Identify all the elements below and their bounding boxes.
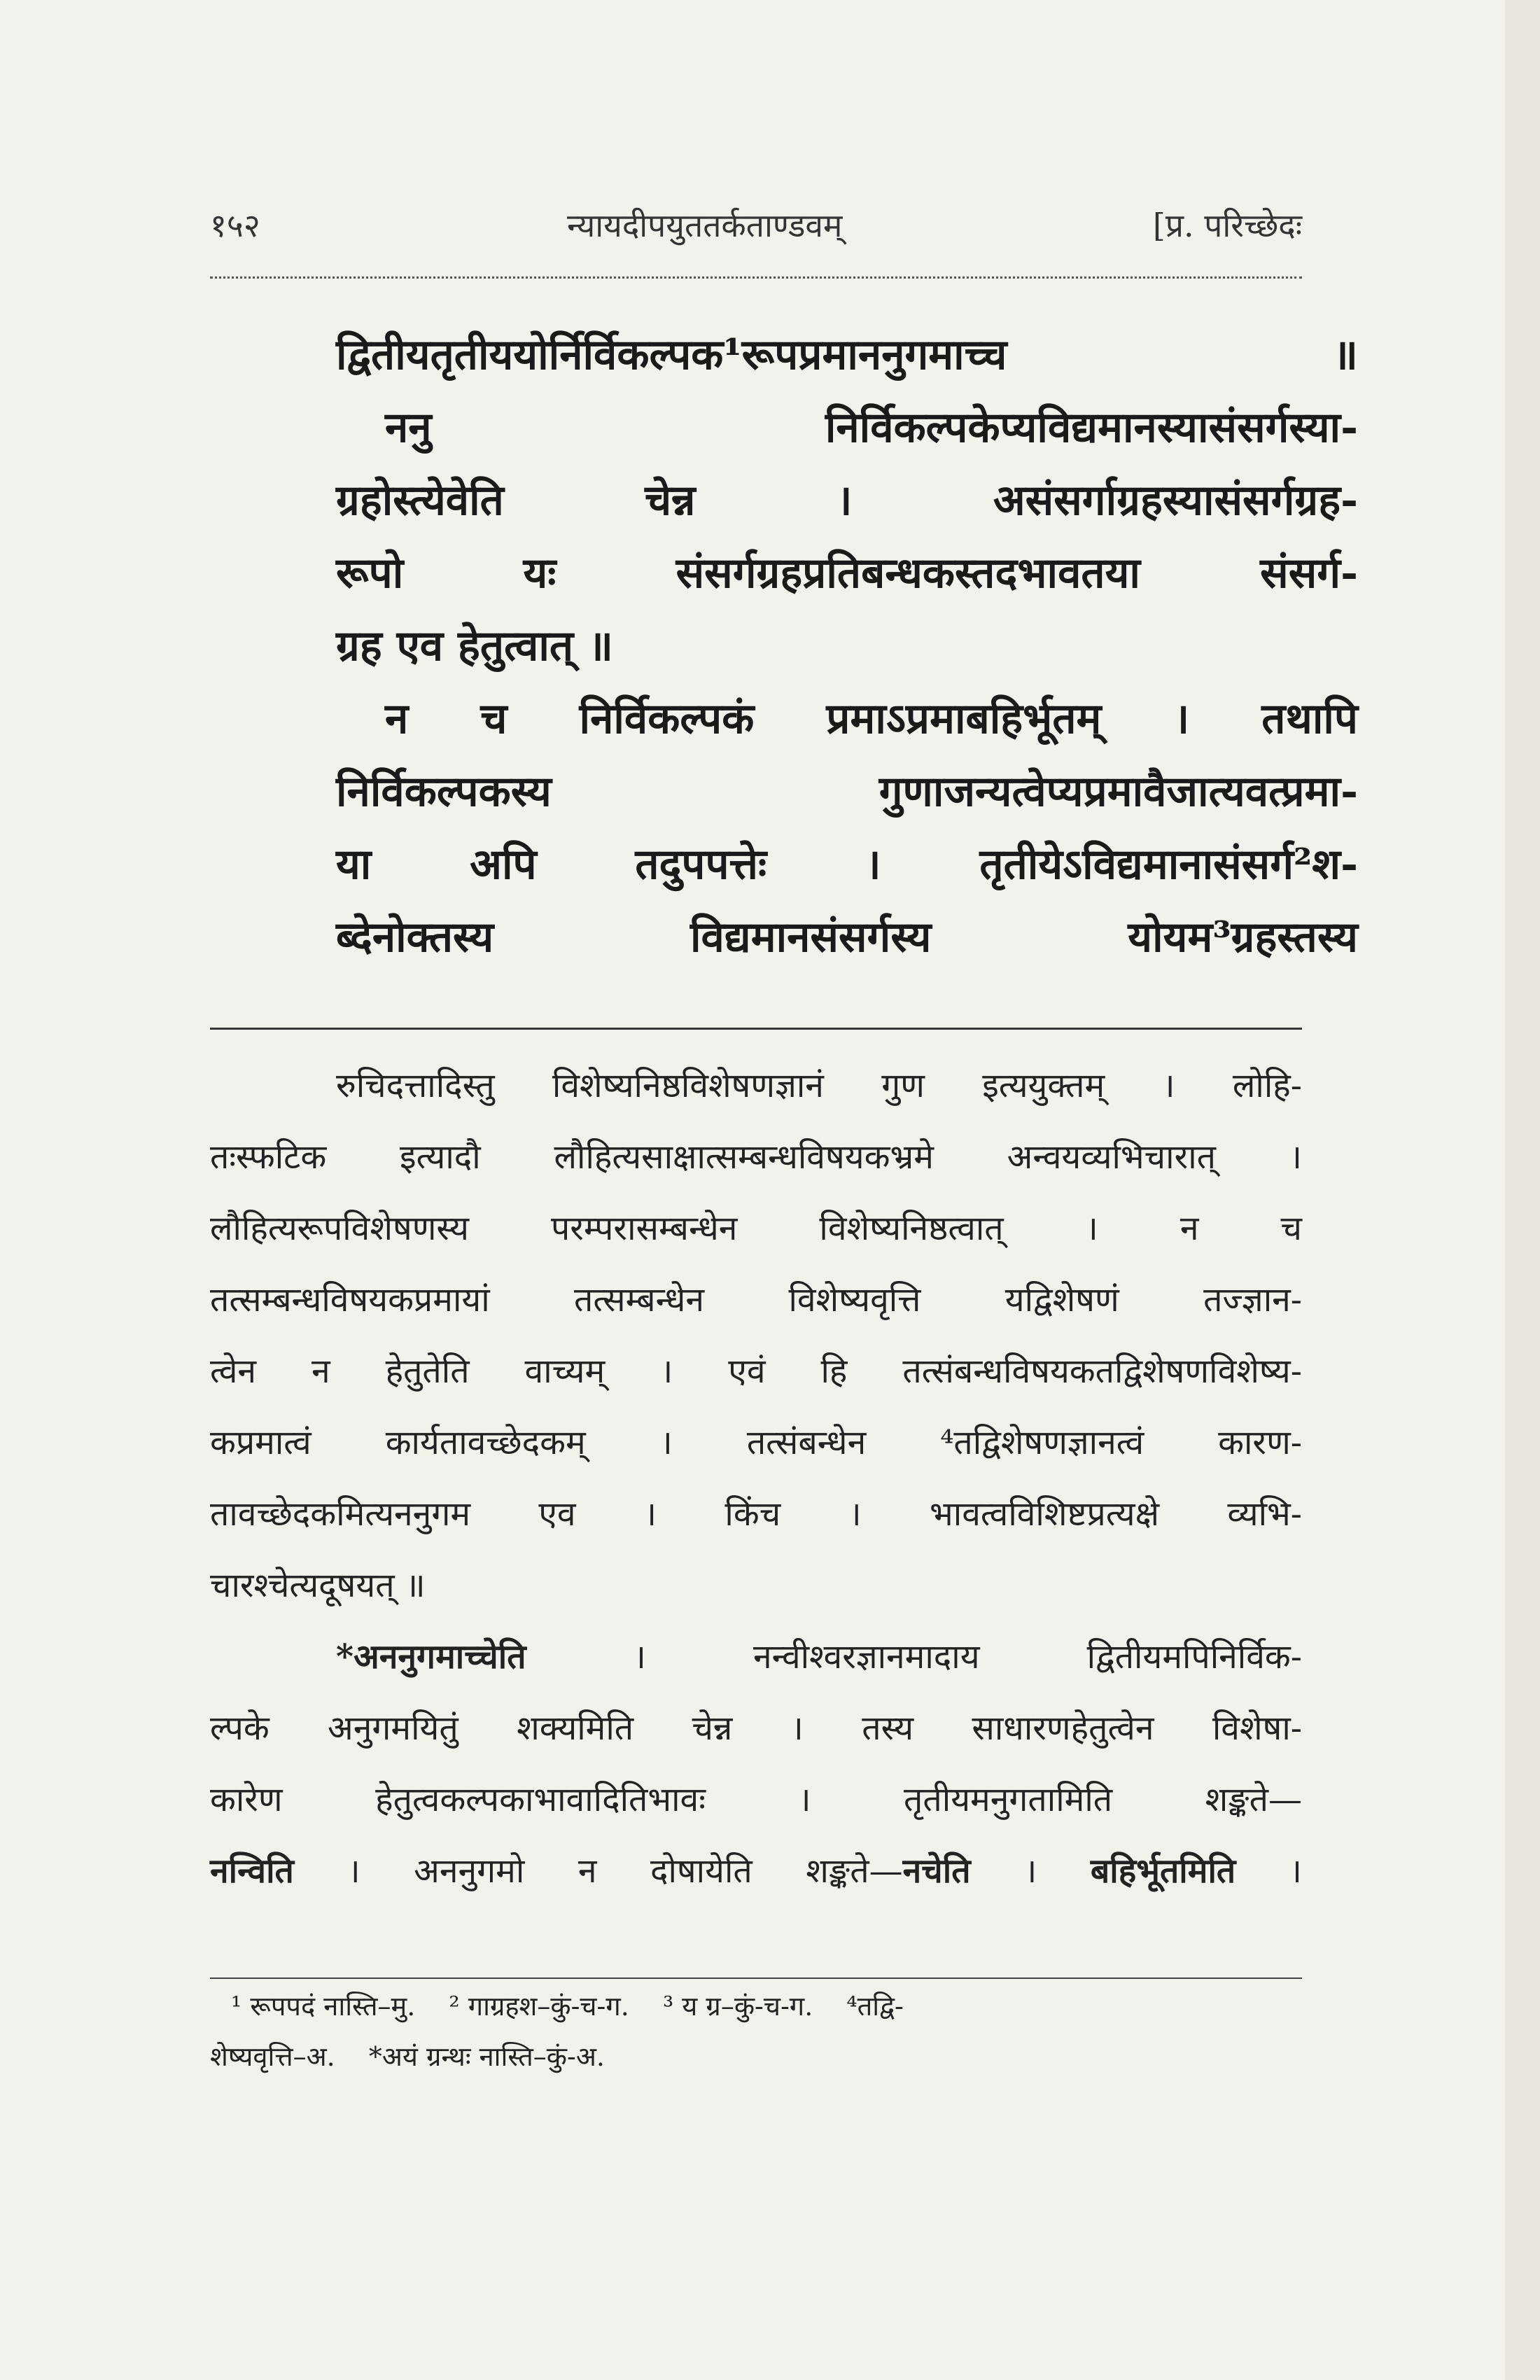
footnote-line [210, 2031, 1302, 2082]
main-text-line: ग्रहोस्त्येवेति चेन्न । असंसर्गाग्रहस्यासंसर्गग्रह- [336, 476, 1358, 525]
commentary-line: ल्पके अनुगमयितुं शक्यमिति चेन्न । तस्य साधारणहेतुत्वेन विशेषा- [210, 1709, 1302, 1748]
footnote: ³ य ग्र–कुं-च-ग. [662, 1991, 813, 2022]
commentary-line: लौहित्यरूपविशेषणस्य परम्परासम्बन्धेन विशेष्यनिष्ठत्वात् । न च [210, 1209, 1302, 1248]
lemma: बहिर्भूतमिति [1090, 1851, 1236, 1891]
footnote: ⁴तद्वि- [846, 1991, 904, 2022]
commentary-line: तःस्फटिक इत्यादौ लौहित्यसाक्षात्सम्बन्धविषयकभ्रमे अन्वयव्यभिचारात् । [210, 1138, 1302, 1177]
commentary-line: तावच्छेदकमित्यननुगम एव । किंच । भावत्वविशिष्टप्रत्यक्षे व्यभि- [210, 1494, 1302, 1534]
commentary [210, 1050, 1302, 1907]
commentary-line [210, 1835, 1302, 1907]
footnote: *अयं ग्रन्थः नास्ति–कुं-अ. [368, 2041, 605, 2072]
main-text-line: द्वितीयतृतीययोर्निर्विकल्पक¹रूपप्रमाननुगमाच्च ॥ [336, 330, 1358, 379]
main-text-line: न च निर्विकल्पकं प्रमाऽप्रमाबहिर्भूतम् । तथापि [385, 694, 1358, 743]
main-text-line: ग्रह एव हेतुत्वात् ॥ [336, 622, 613, 671]
running-header [210, 203, 1302, 252]
lemma: *अननुगमाच्चेति [336, 1637, 526, 1676]
commentary-line: कारेण हेतुत्वकल्पकाभावादितिभावः । तृतीयमनुगतामिति शङ्कते— [210, 1780, 1302, 1819]
commentary-line: चारश्चेत्यदूषयत् ॥ [210, 1566, 426, 1605]
running-title: न्यायदीपयुततर्कताण्डवम् [567, 206, 843, 244]
commentary-line: कप्रमात्वं कार्यतावच्छेदकम् । तत्संबन्धेन ⁴तद्विशेषणज्ञानत्वं कारण- [210, 1423, 1302, 1462]
commentary-line [210, 1621, 1302, 1693]
main-text [336, 318, 1358, 974]
main-text-line: निर्विकल्पकस्य गुणाजन्यत्वेप्यप्रमावैजात्यवत्प्रमा- [336, 767, 1358, 816]
section-label: [प्र. परिच्छेदः [1152, 206, 1302, 244]
footnote-line [210, 1981, 1302, 2031]
footnote: ¹ रूपपदं नास्ति–मु. [231, 1991, 416, 2022]
commentary-line: त्वेन न हेतुतेति वाच्यम् । एवं हि तत्संबन्धविषयकतद्विशेषणविशेष्य- [210, 1352, 1302, 1391]
footnote: ² गाग्रहश–कुं-च-ग. [449, 1991, 629, 2022]
commentary-text: । [1236, 1851, 1302, 1891]
main-text-line: या अपि तदुपपत्तेः । तृतीयेऽविद्यमानासंसर्ग²श- [336, 840, 1358, 889]
main-text-line: ब्देनोक्तस्य विद्यमानसंसर्गस्य योयम³ग्रहस्तस्य [336, 913, 1358, 962]
main-text-line: ननु निर्विकल्पकेप्यविद्यमानस्यासंसर्गस्या- [385, 403, 1358, 452]
footnote-divider [210, 1977, 1302, 1979]
page-number: १५२ [210, 206, 260, 244]
text-commentary-divider [210, 1028, 1302, 1030]
commentary-line: रुचिदत्तादिस्तु विशेष्यनिष्ठविशेषणज्ञानं गुण इत्ययुक्तम् । लोहि- [336, 1066, 1302, 1105]
header-divider [210, 276, 1302, 279]
commentary-text: । [970, 1851, 1091, 1891]
commentary-line: तत्सम्बन्धविषयकप्रमायां तत्सम्बन्धेन विशेष्यवृत्ति यद्विशेषणं तज्ज्ञान- [210, 1280, 1302, 1320]
lemma: नचेति [902, 1851, 971, 1891]
footnote: शेष्यवृत्ति–अ. [210, 2041, 335, 2072]
commentary-text: । अननुगमो न दोषायेति शङ्कते— [293, 1851, 903, 1891]
page-edge [1505, 0, 1540, 2380]
footnotes [210, 1981, 1302, 2082]
main-text-line: रूपो यः संसर्गग्रहप्रतिबन्धकस्तदभावतया संसर्ग- [336, 549, 1358, 598]
commentary-text: । नन्वीश्वरज्ञानमादाय द्वितीयमपिनिर्विक- [526, 1637, 1302, 1676]
lemma: नन्विति [210, 1851, 294, 1891]
